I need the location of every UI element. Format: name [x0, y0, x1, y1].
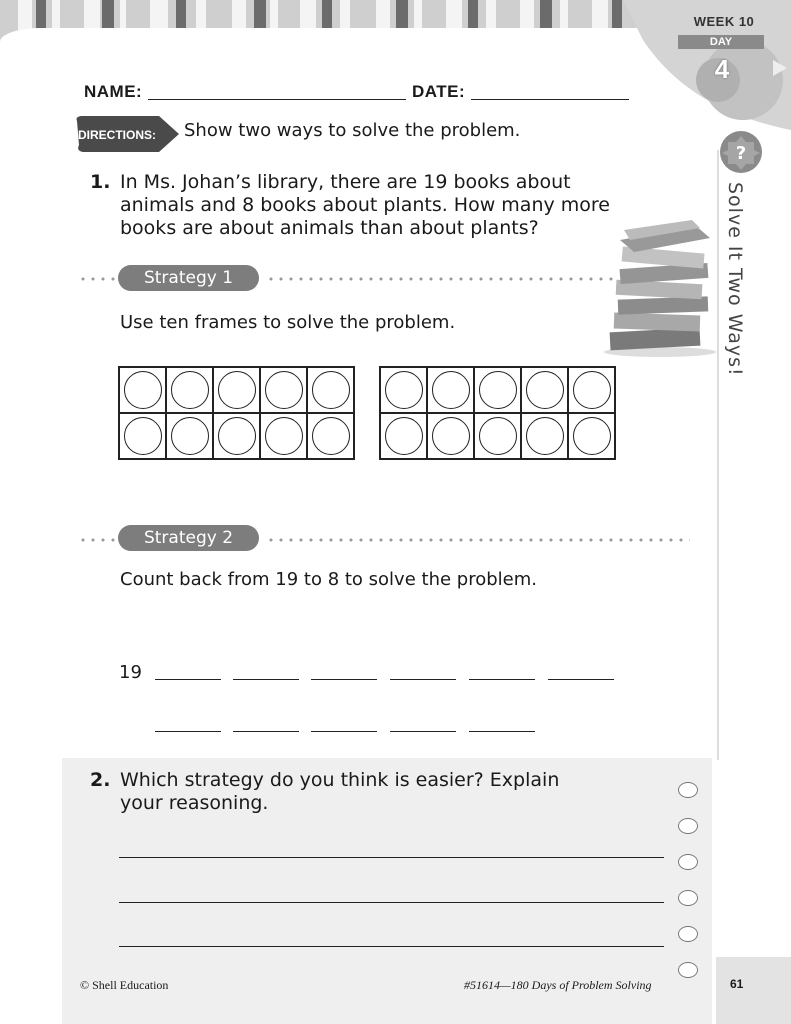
counter-circle: [479, 371, 517, 409]
count-start-value: 19: [119, 662, 142, 683]
counter-circle: [171, 371, 209, 409]
question-1-line: animals and 8 books about plants. How many more: [120, 194, 610, 216]
strategy-2-divider: [78, 538, 118, 542]
ten-frame-cell[interactable]: [568, 367, 615, 413]
counter-circle: [218, 417, 256, 455]
answer-line[interactable]: [119, 933, 664, 947]
answer-line[interactable]: [119, 844, 664, 858]
question-1-line: In Ms. Johan’s library, there are 19 books about: [120, 171, 571, 193]
ten-frame-cell[interactable]: [166, 367, 213, 413]
ten-frame: [379, 366, 616, 460]
ten-frame-cell[interactable]: [307, 367, 354, 413]
ten-frame-cell[interactable]: [119, 367, 166, 413]
week-label: WEEK 10: [693, 14, 755, 29]
day-label: DAY: [678, 35, 764, 49]
counter-circle: [385, 371, 423, 409]
name-label: NAME:: [84, 82, 143, 101]
notebook-ring: [678, 890, 698, 906]
count-blank[interactable]: [469, 716, 535, 732]
ten-frame-cell[interactable]: [213, 367, 260, 413]
counter-circle: [171, 417, 209, 455]
count-blank[interactable]: [548, 664, 614, 680]
counter-circle: [432, 371, 470, 409]
side-title: Solve It Two Ways!: [724, 182, 746, 377]
count-blank[interactable]: [390, 716, 456, 732]
strategy-2-divider: [266, 538, 690, 542]
ten-frame-cell[interactable]: [568, 413, 615, 459]
counter-circle: [265, 417, 303, 455]
puzzle-question-icon: [716, 128, 770, 176]
date-label: DATE:: [412, 82, 466, 101]
count-blank[interactable]: [233, 664, 299, 680]
count-blank[interactable]: [155, 716, 221, 732]
counter-circle: [479, 417, 517, 455]
ten-frame-cell[interactable]: [166, 413, 213, 459]
question-1-text: [120, 171, 610, 240]
notebook-ring: [678, 782, 698, 798]
count-blank[interactable]: [390, 664, 456, 680]
counter-circle: [124, 417, 162, 455]
ten-frame-cell[interactable]: [427, 413, 474, 459]
ten-frame-cell[interactable]: [380, 413, 427, 459]
counter-circle: [218, 371, 256, 409]
ten-frame-cell[interactable]: [213, 413, 260, 459]
strategy-2-instruction: Count back from 19 to 8 to solve the problem.: [120, 569, 537, 590]
count-blank[interactable]: [155, 664, 221, 680]
counter-circle: [573, 417, 611, 455]
strategy-1-divider: [266, 277, 616, 281]
counter-circle: [385, 417, 423, 455]
question-2-text: [120, 769, 559, 815]
notebook-ring: [678, 854, 698, 870]
ten-frame-cell[interactable]: [474, 367, 521, 413]
counter-circle: [124, 371, 162, 409]
directions-arrow-icon: [73, 113, 183, 155]
counter-circle: [526, 417, 564, 455]
strategy-1-badge: Strategy 1: [118, 265, 259, 291]
counter-circle: [573, 371, 611, 409]
day-number: 4: [714, 54, 730, 84]
counter-circle: [432, 417, 470, 455]
count-blank[interactable]: [311, 664, 377, 680]
question-1-number: 1.: [90, 171, 111, 193]
counter-circle: [312, 371, 350, 409]
book-stack-illustration: [600, 218, 718, 358]
answer-line[interactable]: [119, 889, 664, 903]
footer-book-title: #51614—180 Days of Problem Solving: [464, 978, 652, 992]
ten-frame-cell[interactable]: [260, 367, 307, 413]
count-blank[interactable]: [469, 664, 535, 680]
strategy-1-instruction: Use ten frames to solve the problem.: [120, 312, 456, 333]
question-2-line: Which strategy do you think is easier? Explain: [120, 769, 560, 791]
notebook-ring: [678, 818, 698, 834]
strategy-1-divider: [78, 277, 118, 281]
strategy-2-badge: Strategy 2: [118, 525, 259, 551]
ten-frame-cell[interactable]: [380, 367, 427, 413]
question-2-line: your reasoning.: [120, 792, 269, 814]
directions-text: Show two ways to solve the problem.: [184, 120, 521, 141]
name-field[interactable]: [148, 86, 406, 100]
page-number-tab: [716, 957, 791, 1024]
notebook-ring: [678, 926, 698, 942]
count-blank[interactable]: [311, 716, 377, 732]
date-field[interactable]: [471, 86, 629, 100]
count-blank[interactable]: [233, 716, 299, 732]
question-2-number: 2.: [90, 769, 111, 791]
counter-circle: [526, 371, 564, 409]
ten-frame-cell[interactable]: [427, 367, 474, 413]
counter-circle: [265, 371, 303, 409]
svg-text:?: ?: [735, 143, 747, 164]
counter-circle: [312, 417, 350, 455]
ten-frame-cell[interactable]: [260, 413, 307, 459]
question-1-line: books are about animals than about plants?: [120, 217, 539, 239]
notebook-ring: [678, 962, 698, 978]
ten-frame-cell[interactable]: [307, 413, 354, 459]
ten-frame-cell[interactable]: [521, 413, 568, 459]
ten-frame-cell[interactable]: [474, 413, 521, 459]
ten-frame-cell[interactable]: [119, 413, 166, 459]
ten-frame: [118, 366, 355, 460]
page-number: 61: [730, 977, 744, 991]
footer-copyright: © Shell Education: [80, 978, 169, 992]
directions-badge: DIRECTIONS:: [78, 128, 156, 142]
ten-frame-cell[interactable]: [521, 367, 568, 413]
